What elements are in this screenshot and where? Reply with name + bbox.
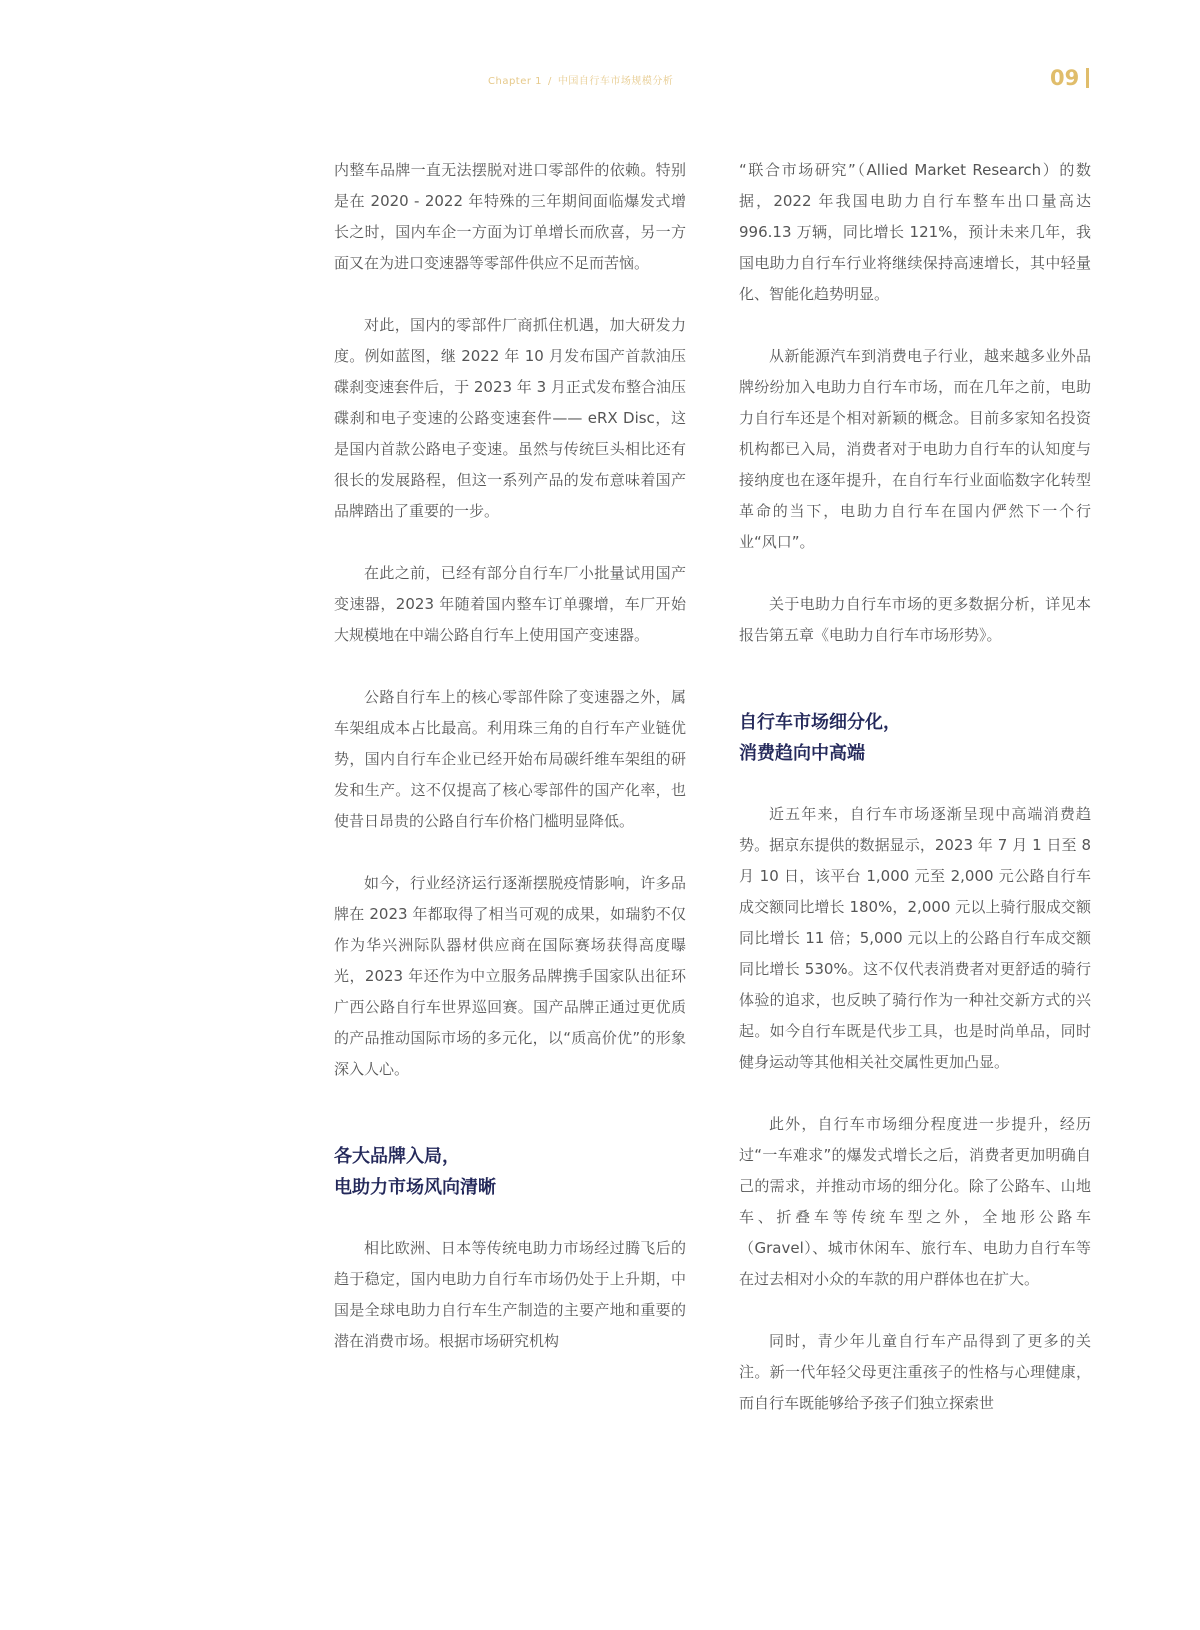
section-heading-line-1: 各大品牌入局， bbox=[334, 1146, 460, 1167]
section-heading-line-2: 消费趋向中高端 bbox=[739, 743, 865, 764]
section-label: 中国自行车市场规模分析 bbox=[557, 76, 674, 87]
right-paragraph-4: 近五年来，自行车市场逐渐呈现中高端消费趋势。据京东提供的数据显示，2023 年 7 月 1 日至 8 月 10 日，该平台 1,000 元至 2,000 元公路自行车成交额同比增长 180%，2,000 元以上骑行服成交额同比增长 11 倍；5,000 元以上的公路自行车成交额同比增长 530%。这不仅代表消费者对更舒适的骑行体验的追求，也反映了骑行作为一种社交新方式的兴起。如今自行车既是代步工具，也是时尚单品，同时健身运动等其他相关社交属性更加凸显。 bbox=[739, 805, 1091, 1071]
left-paragraph-2: 对此，国内的零部件厂商抓住机遇，加大研发力度。例如蓝图，继 2022 年 10 月发布国产首款油压碟刹变速套件后，于 2023 年 3 月正式发布整合油压碟刹和电子变速的公路变速套件—— eRX Disc，这是国内首款公路电子变速。虽然与传统巨头相比还有很长的发展路程，但这一系列产品的发布意味着国产品牌踏出了重要的一步。 bbox=[334, 316, 686, 520]
page-number-text: 09 bbox=[1050, 66, 1080, 90]
right-paragraph-5: 此外，自行车市场细分程度进一步提升，经历过“一车难求”的爆发式增长之后，消费者更加明确自己的需求，并推动市场的细分化。除了公路车、山地车、折叠车等传统车型之外，全地形公路车（Gravel）、城市休闲车、旅行车、电助力自行车等在过去相对小众的车款的用户群体也在扩大。 bbox=[739, 1115, 1091, 1288]
right-paragraph-6: 同时，青少年儿童自行车产品得到了更多的关注。新一代年轻父母更注重孩子的性格与心理健康，而自行车既能够给予孩子们独立探索世 bbox=[739, 1332, 1091, 1412]
right-paragraph-1: “联合市场研究”（Allied Market Research）的数据，2022 年我国电助力自行车整车出口量高达 996.13 万辆，同比增长 121%，预计未来几年，我国电助力自行车行业将继续保持高速增长，其中轻量化、智能化趋势明显。 bbox=[739, 161, 1091, 303]
right-column bbox=[739, 155, 1091, 1450]
page-number bbox=[1050, 66, 1089, 90]
section-heading-segmentation bbox=[739, 707, 1091, 769]
section-heading-line-2: 电助力市场风向清晰 bbox=[334, 1177, 496, 1198]
left-column bbox=[334, 155, 686, 1388]
left-paragraph-6: 相比欧洲、日本等传统电助力市场经过腾飞后的趋于稳定，国内电助力自行车市场仍处于上升期，中国是全球电助力自行车生产制造的主要产地和重要的潜在消费市场。根据市场研究机构 bbox=[334, 1239, 686, 1350]
left-paragraph-5: 如今，行业经济运行逐渐摆脱疫情影响，许多品牌在 2023 年都取得了相当可观的成果，如瑞豹不仅作为华兴洲际队器材供应商在国际赛场获得高度曝光，2023 年还作为中立服务品牌携手国家队出征环广西公路自行车世界巡回赛。国产品牌正通过更优质的产品推动国际市场的多元化，以“质高价优”的形象深入人心。 bbox=[334, 874, 686, 1078]
section-heading-brands bbox=[334, 1141, 686, 1203]
left-paragraph-1: 内整车品牌一直无法摆脱对进口零部件的依赖。特别是在 2020 - 2022 年特殊的三年期间面临爆发式增长之时，国内车企一方面为订单增长而欣喜，另一方面又在为进口变速器等零部件供应不足而苦恼。 bbox=[334, 161, 686, 272]
chapter-label: Chapter 1 bbox=[488, 76, 543, 87]
page-number-bar bbox=[1086, 68, 1089, 88]
section-heading-line-1: 自行车市场细分化， bbox=[739, 712, 901, 733]
right-paragraph-2: 从新能源汽车到消费电子行业，越来越多业外品牌纷纷加入电助力自行车市场，而在几年之前，电助力自行车还是个相对新颖的概念。目前多家知名投资机构都已入局，消费者对于电助力自行车的认知度与接纳度也在逐年提升，在自行车行业面临数字化转型革命的当下，电助力自行车在国内俨然下一个行业“风口”。 bbox=[739, 347, 1091, 551]
left-paragraph-4: 公路自行车上的核心零部件除了变速器之外，属车架组成本占比最高。利用珠三角的自行车产业链优势，国内自行车企业已经开始布局碳纤维车架组的研发和生产。这不仅提高了核心零部件的国产化率，也使昔日昂贵的公路自行车价格门槛明显降低。 bbox=[334, 688, 686, 830]
left-paragraph-3: 在此之前，已经有部分自行车厂小批量试用国产变速器，2023 年随着国内整车订单骤增，车厂开始大规模地在中端公路自行车上使用国产变速器。 bbox=[334, 564, 686, 644]
right-paragraph-3: 关于电助力自行车市场的更多数据分析，详见本报告第五章《电助力自行车市场形势》。 bbox=[739, 595, 1091, 644]
running-header bbox=[488, 72, 673, 87]
header-separator: / bbox=[548, 76, 552, 87]
